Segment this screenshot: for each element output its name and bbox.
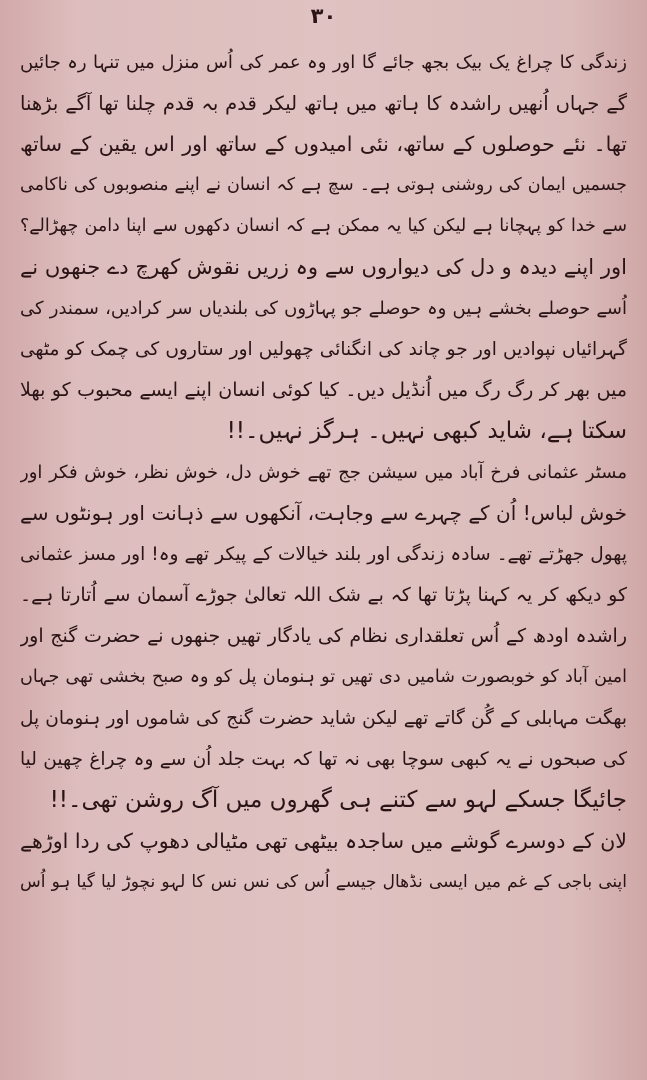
text-line: میں بھر کر رگ رگ میں اُنڈیل دیں۔ کیا کوئی انسان اپنے ایسے محبوب کو بھلا — [20, 379, 627, 401]
text-line-paragraph-end: سکتا ہے، شاید کبھی نہیں۔ ہرگز نہیں۔!! — [226, 418, 627, 444]
page-number: ۳۰ — [310, 4, 337, 28]
text-line: مسٹر عثمانی فرخ آباد میں سیشن جج تھے خوش دل، خوش نظر، خوش فکر اور — [20, 462, 627, 483]
text-line: زندگی کا چراغ یک بیک بجھ جائے گا اور وہ عمر کی اُس منزل میں تنہا رہ جائیں — [20, 52, 627, 73]
text-line: تھا۔ نئے حوصلوں کے ساتھ، نئی امیدوں کے ساتھ اور اس یقین کے ساتھ — [20, 132, 627, 156]
text-line: اُسے حوصلے بخشے ہیں وہ حوصلے جو پہاڑوں کی بلندیاں سر کرادیں، سمندر کی — [20, 298, 627, 319]
text-line: اپنی باجی کے غم میں ایسی نڈھال جیسے اُس کی نس نس کا لہو نچوڑ لیا گیا ہو اُس — [20, 872, 627, 892]
text-line: کی صبحوں نے یہ کبھی سوچا بھی نہ تھا کہ بہت جلد اُن سے وہ چراغ چھین لیا — [20, 749, 627, 770]
text-line: خوش لباس! اُن کے چہرے سے وجاہت، آنکھوں سے ذہانت اور ہونٹوں سے — [20, 501, 627, 525]
text-line: کو دیکھ کر یہ کہنا پڑتا تھا کہ بے شک اللہ تعالیٰ جوڑے آسمان سے اُتارتا ہے۔ — [20, 584, 627, 606]
text-line: امین آباد کو خوبصورت شامیں دی تھیں تو ہنومان پل کو وہ صبح بخشی تھی جہاں — [20, 667, 627, 687]
text-line: پھول جھڑتے تھے۔ سادہ زندگی اور بلند خیالات کے پیکر تھے وہ! اور مسز عثمانی — [20, 544, 627, 565]
text-line: لان کے دوسرے گوشے میں ساجدہ بیٹھی تھی مٹیالی دھوپ کی ردا اوڑھے — [20, 829, 627, 853]
text-line: سے خدا کو پہچانا ہے لیکن کیا یہ ممکن ہے کہ انسان دکھوں سے اپنا دامن چھڑالے؟ — [20, 216, 627, 236]
text-line: اور اپنے دیدہ و دل کی دیواروں سے وہ زریں نقوش کھرچ دے جنھوں نے — [20, 255, 627, 279]
body-text — [20, 42, 627, 903]
text-line: گہرائیاں نپوادیں اور جو چاند کی انگنائی چھولیں اور ستاروں کی چمک کو مٹھی — [20, 339, 627, 360]
text-line: جسمیں ایمان کی روشنی ہوتی ہے۔ سچ ہے کہ انسان نے اپنے منصوبوں کی ناکامی — [20, 175, 627, 195]
text-line-paragraph-end: جائیگا جسکے لہو سے کتنے ہی گھروں میں آگ روشن تھی۔!! — [49, 787, 627, 813]
text-line: بھگت مہابلی کے گُن گاتے تھے لیکن شاید حضرت گنج کی شاموں اور ہنومان پل — [20, 708, 627, 729]
text-line: گے جہاں اُنھیں راشدہ کا ہاتھ میں ہاتھ لیکر قدم بہ قدم چلنا تھا آگے بڑھنا — [20, 92, 627, 115]
text-line: راشدہ اودھ کے اُس تعلقداری نظام کی یادگار تھیں جنھوں نے حضرت گنج اور — [20, 625, 627, 647]
